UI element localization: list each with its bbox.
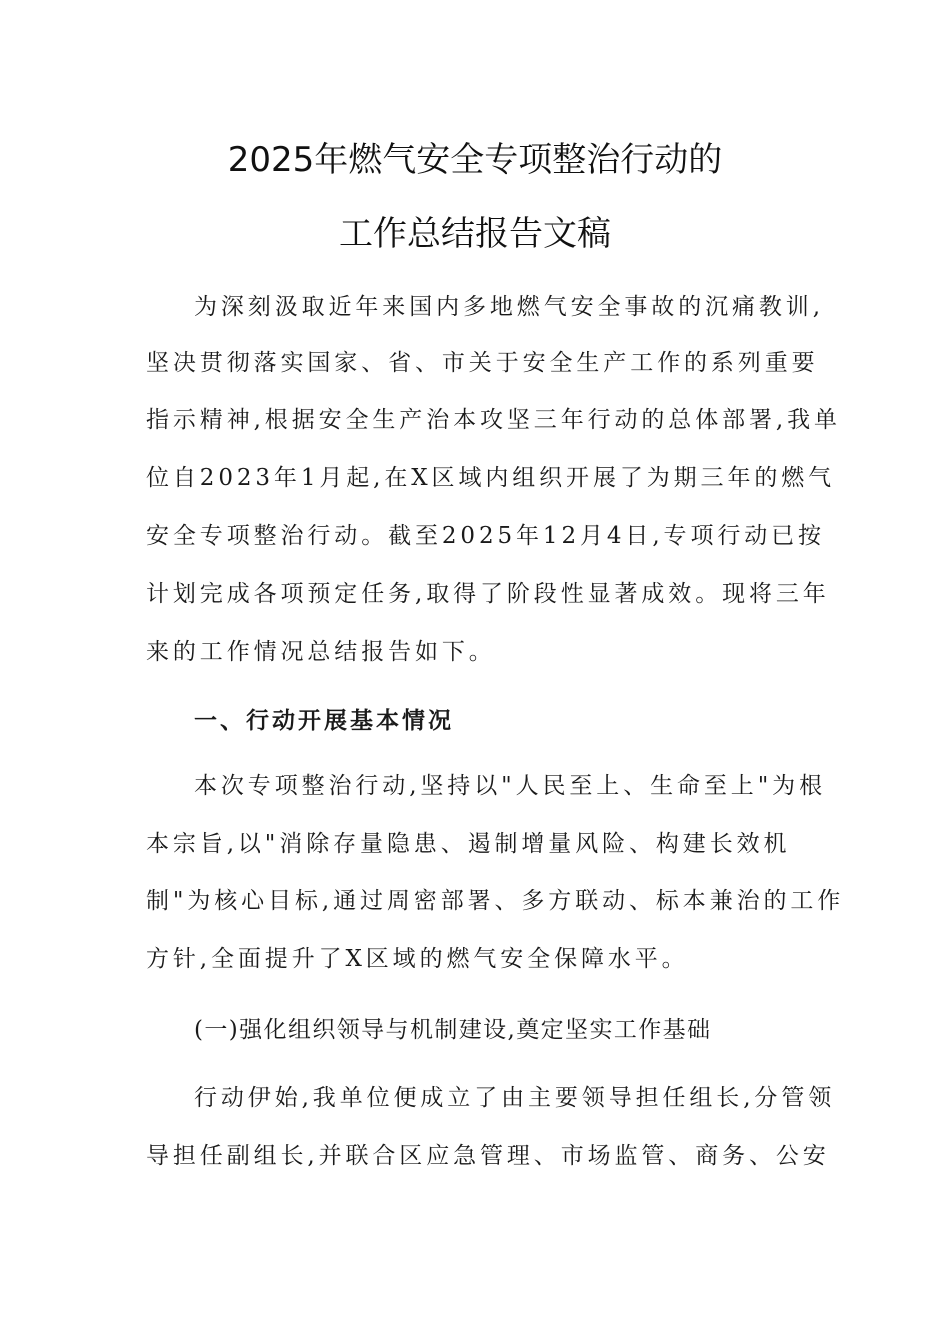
intro-line: 位自2023年1月起,在X区域内组织开展了为期三年的燃气: [146, 465, 836, 491]
subsection1-line: 行动伊始,我单位便成立了由主要领导担任组长,分管领: [194, 1085, 836, 1111]
section1-line: 本次专项整治行动,坚持以"人民至上、生命至上"为根: [194, 773, 826, 799]
intro-line: 安全专项整治行动。截至2025年12月4日,专项行动已按: [146, 523, 825, 549]
intro-line: 为深刻汲取近年来国内多地燃气安全事故的沉痛教训,: [194, 294, 824, 320]
section-heading: 一、行动开展基本情况: [194, 708, 454, 734]
document-title-line-1: 2025年燃气安全专项整治行动的: [227, 140, 723, 180]
section1-line: 方针,全面提升了X区域的燃气安全保障水平。: [146, 946, 689, 972]
subsection-heading: (一)强化组织领导与机制建设,奠定坚实工作基础: [194, 1017, 712, 1043]
subsection1-line: 导担任副组长,并联合区应急管理、市场监管、商务、公安: [146, 1143, 830, 1169]
intro-line: 来的工作情况总结报告如下。: [146, 639, 496, 665]
section1-line: 制"为核心目标,通过周密部署、多方联动、标本兼治的工作: [146, 888, 845, 914]
document-title-line-2: 工作总结报告文稿: [339, 214, 611, 254]
section1-line: 本宗旨,以"消除存量隐患、遏制增量风险、构建长效机: [146, 831, 791, 857]
intro-line: 坚决贯彻落实国家、省、市关于安全生产工作的系列重要: [146, 350, 819, 376]
intro-line: 计划完成各项预定任务,取得了阶段性显著成效。现将三年: [146, 581, 830, 607]
intro-line: 指示精神,根据安全生产治本攻坚三年行动的总体部署,我单: [146, 407, 841, 433]
